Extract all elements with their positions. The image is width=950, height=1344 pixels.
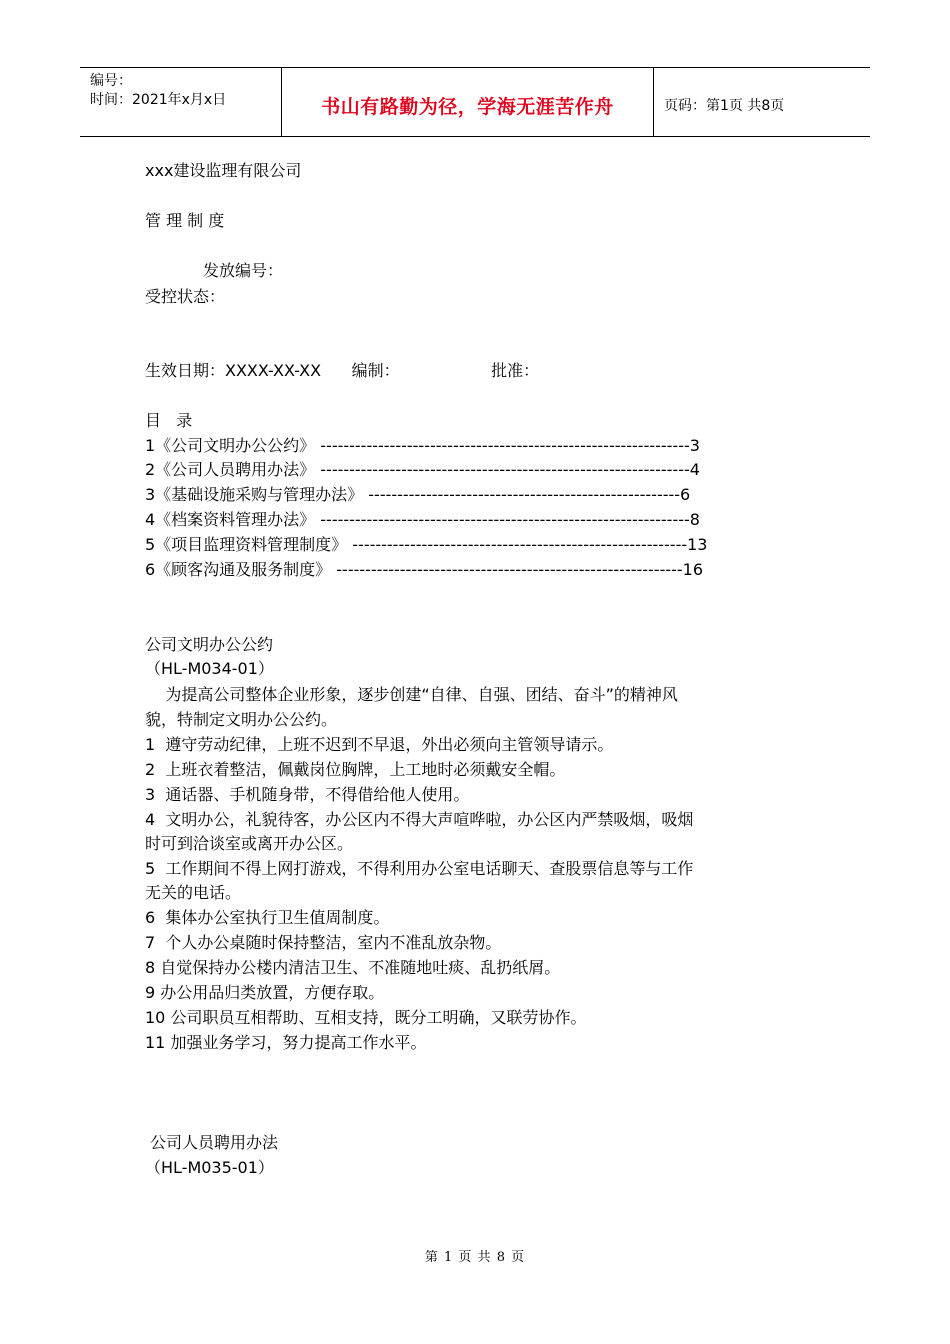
- header-motto: 书山有路勤为径，学海无涯苦作舟: [321, 96, 614, 118]
- rule-item: 8 自觉保持办公楼内清洁卫生、不准随地吐痰、乱扔纸屑。: [145, 958, 561, 977]
- effective-date-line: 生效日期：XXXX-XX-XX 编制： 批准：: [145, 361, 540, 380]
- section-title: 公司文明办公公约: [145, 635, 274, 654]
- company-name: xxx建设监理有限公司: [145, 161, 302, 180]
- header-right-cell: [654, 68, 870, 136]
- rule-item: 1 遵守劳动纪律，上班不迟到不早退，外出必须向主管领导请示。: [145, 735, 614, 754]
- toc-item: 6《顾客沟通及服务制度》 ------------------------------------------------------------16: [145, 560, 704, 579]
- section-code: （HL-M034-01）: [145, 659, 274, 678]
- header-middle-cell: [282, 68, 654, 136]
- section-intro-cont: 貌，特制定文明办公公约。: [145, 710, 338, 729]
- header-number-label: 编号：: [90, 73, 132, 89]
- rule-item: 7 个人办公桌随时保持整洁，室内不准乱放杂物。: [145, 933, 502, 952]
- document-title: 管 理 制 度: [145, 211, 225, 230]
- rule-item: 11 加强业务学习，努力提高工作水平。: [145, 1033, 427, 1052]
- rule-item-cont: 时可到洽谈室或离开办公区。: [145, 834, 354, 853]
- section-intro: 为提高公司整体企业形象，逐步创建“自律、自强、团结、奋斗”的精神风: [145, 685, 678, 704]
- control-status-label: 受控状态：: [145, 287, 226, 306]
- toc-heading: 目 录: [145, 411, 193, 430]
- page-footer: 第 1 页 共 8 页: [424, 1250, 526, 1265]
- toc-item: 5《项目监理资料管理制度》 ----------------------------------------------------------13: [145, 535, 708, 554]
- rule-item: 6 集体办公室执行卫生值周制度。: [145, 908, 390, 927]
- page-header: [80, 67, 870, 137]
- rule-item: 3 通话器、手机随身带，不得借给他人使用。: [145, 785, 470, 804]
- section-code: （HL-M035-01）: [145, 1158, 274, 1177]
- rule-item: 4 文明办公，礼貌待客，办公区内不得大声喧哗啦，办公区内严禁吸烟，吸烟: [145, 810, 694, 829]
- header-page-info: 页码：第1页 共8页: [664, 98, 785, 114]
- rule-item: 10 公司职员互相帮助、互相支持，既分工明确，又联劳协作。: [145, 1008, 587, 1027]
- rule-item: 5 工作期间不得上网打游戏，不得利用办公室电话聊天、查股票信息等与工作: [145, 859, 694, 878]
- issue-number-label: 发放编号：: [203, 261, 284, 280]
- header-left-cell: [80, 68, 282, 136]
- toc-item: 3《基础设施采购与管理办法》 ------------------------------------------------------6: [145, 485, 691, 504]
- toc-item: 4《档案资料管理办法》 ----------------------------------------------------------------8: [145, 510, 700, 529]
- header-time: 时间：2021年x月x日: [90, 92, 227, 108]
- rule-item: 2 上班衣着整洁，佩戴岗位胸牌，上工地时必须戴安全帽。: [145, 760, 566, 779]
- rule-item-cont: 无关的电话。: [145, 883, 242, 902]
- rule-item: 9 办公用品归类放置，方便存取。: [145, 983, 385, 1002]
- section-title: 公司人员聘用办法: [150, 1133, 279, 1152]
- toc-item: 2《公司人员聘用办法》 ----------------------------------------------------------------4: [145, 460, 700, 479]
- toc-item: 1《公司文明办公公约》 ----------------------------------------------------------------3: [145, 436, 700, 455]
